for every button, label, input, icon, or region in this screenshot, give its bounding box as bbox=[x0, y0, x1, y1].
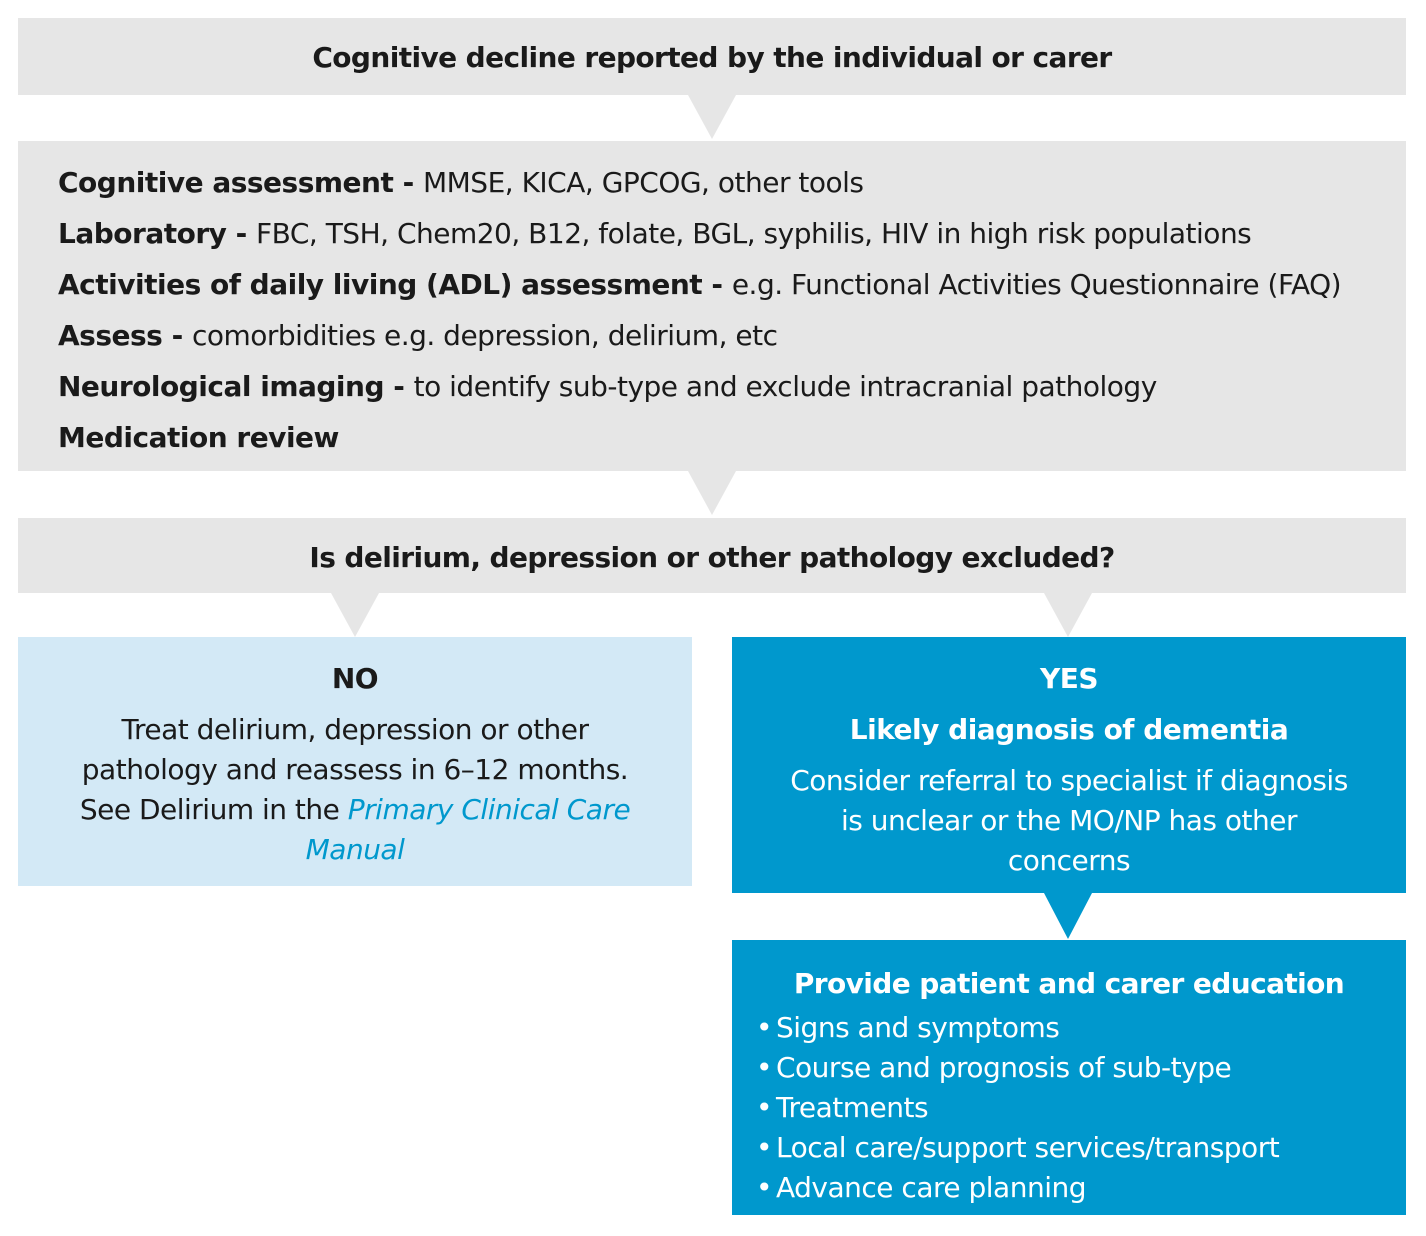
yes-branch-box bbox=[732, 637, 1406, 893]
yes-line-3: concerns bbox=[1007, 844, 1131, 877]
education-item: • Course and prognosis of sub-type bbox=[755, 1051, 1232, 1084]
education-item: • Signs and symptoms bbox=[755, 1011, 1060, 1044]
education-heading: Provide patient and carer education bbox=[793, 967, 1345, 1000]
assessment-item-imaging: Neurological imaging - to identify sub-type and exclude intracranial pathology bbox=[58, 370, 1157, 403]
decision-question: Is delirium, depression or other pathology excluded? bbox=[309, 541, 1115, 574]
assessment-list bbox=[58, 163, 1341, 469]
no-branch-content bbox=[18, 659, 692, 870]
arrow-down-1 bbox=[688, 95, 736, 139]
assessment-item-cognitive: Cognitive assessment - MMSE, KICA, GPCOG, other tools bbox=[58, 166, 864, 199]
assessment-item-medication: Medication review bbox=[58, 421, 339, 454]
education-list bbox=[752, 1008, 1279, 1208]
assessment-box bbox=[18, 141, 1406, 471]
step-reported-decline-box bbox=[18, 18, 1406, 95]
education-item: • Local care/support services/transport bbox=[755, 1131, 1280, 1164]
no-line-2: pathology and reassess in 6–12 months. bbox=[81, 753, 629, 786]
arrow-down-2 bbox=[688, 471, 736, 515]
yes-subheading: Likely diagnosis of dementia bbox=[849, 713, 1289, 746]
arrow-down-no bbox=[331, 593, 379, 637]
primary-clinical-care-manual-link-cont[interactable]: Manual bbox=[305, 833, 405, 866]
yes-branch-content bbox=[732, 659, 1406, 881]
education-item: • Treatments bbox=[755, 1091, 929, 1124]
assessment-item-assess: Assess - comorbidities e.g. depression, delirium, etc bbox=[58, 319, 778, 352]
no-heading: NO bbox=[331, 662, 379, 695]
step-reported-decline-text: Cognitive decline reported by the individual or carer bbox=[312, 41, 1112, 74]
yes-heading: YES bbox=[1039, 662, 1099, 695]
yes-line-1: Consider referral to specialist if diagnosis bbox=[790, 764, 1348, 797]
yes-line-2: is unclear or the MO/NP has other bbox=[841, 804, 1297, 837]
decision-box bbox=[18, 518, 1406, 593]
assessment-item-laboratory: Laboratory - FBC, TSH, Chem20, B12, folate, BGL, syphilis, HIV in high risk populations bbox=[58, 217, 1252, 250]
arrow-down-yes bbox=[1044, 593, 1092, 637]
education-item: • Advance care planning bbox=[755, 1171, 1087, 1204]
assessment-item-adl: Activities of daily living (ADL) assessment - e.g. Functional Activities Questionnaire (FAQ) bbox=[58, 268, 1342, 301]
no-line-3: See Delirium in the Primary Clinical Care bbox=[79, 793, 631, 826]
no-line-1: Treat delirium, depression or other bbox=[121, 713, 589, 746]
arrow-down-education bbox=[1044, 893, 1092, 939]
no-branch-box bbox=[18, 637, 692, 886]
primary-clinical-care-manual-link[interactable]: Primary Clinical Care bbox=[347, 793, 631, 826]
